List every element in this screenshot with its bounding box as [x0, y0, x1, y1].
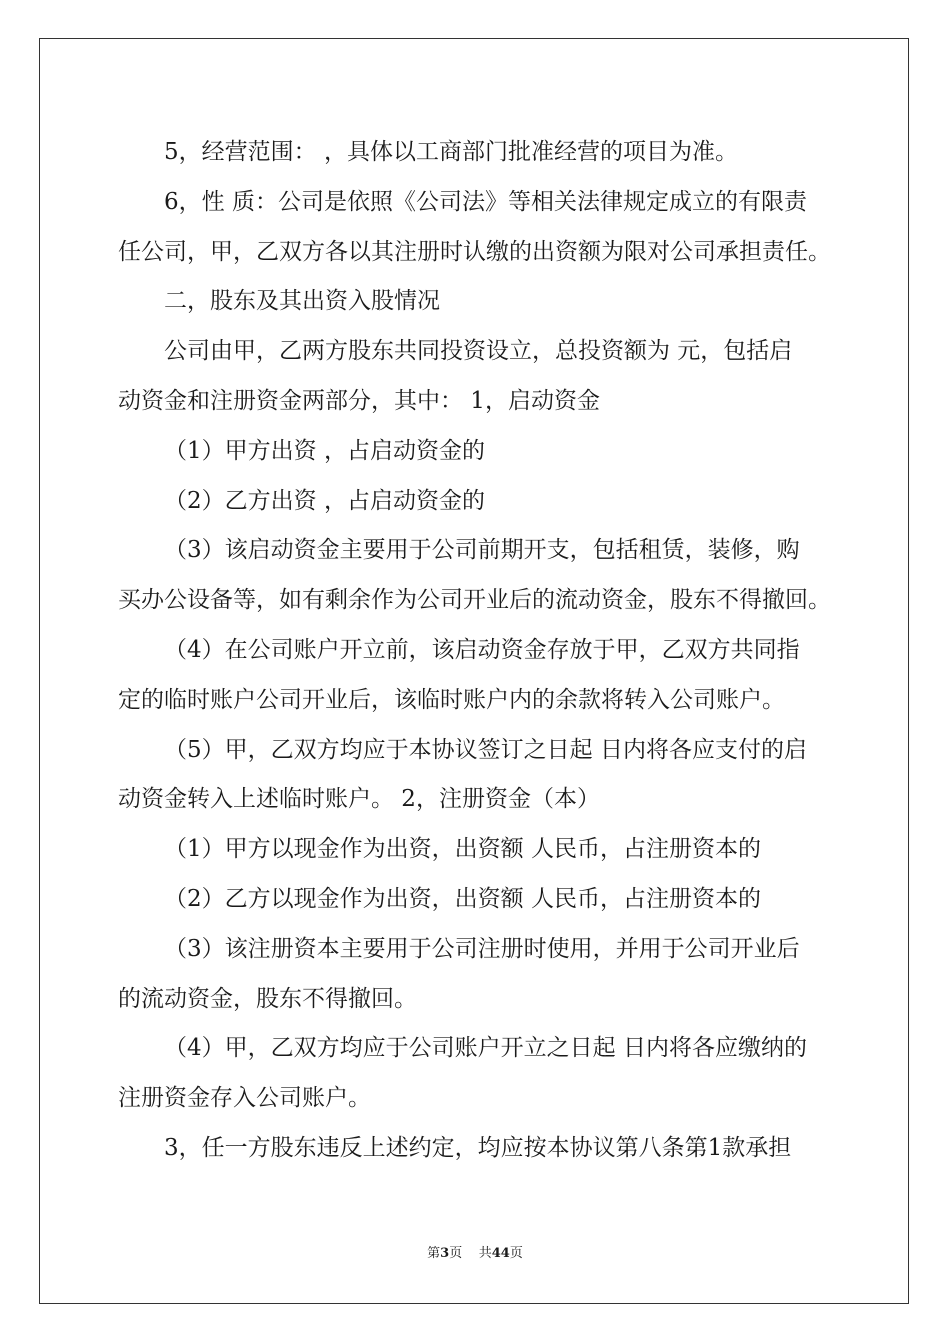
paragraph-line: （4）甲，乙双方均应于公司账户开立之日起 日内将各应缴纳的	[164, 1035, 807, 1062]
paragraph-line: 动资金和注册资金两部分，其中： 1，启动资金	[118, 387, 600, 414]
paragraph-line: 的流动资金，股东不得撤回。	[118, 985, 417, 1012]
paragraph-line: 3，任一方股东违反上述约定，均应按本协议第八条第1款承担	[164, 1134, 792, 1161]
paragraph-line: （2）乙方出资 ，占启动资金的	[164, 487, 485, 514]
page-footer	[0, 1242, 950, 1261]
paragraph-line: 动资金转入上述临时账户。 2，注册资金（本）	[118, 786, 600, 813]
paragraph-line: （3）该注册资本主要用于公司注册时使用，并用于公司开业后	[164, 935, 800, 962]
page-prefix: 第	[427, 1246, 441, 1261]
page-number: 3	[440, 1246, 450, 1261]
paragraph-line: 任公司，甲，乙双方各以其注册时认缴的出资额为限对公司承担责任。	[118, 238, 831, 265]
paragraph-line: （1）甲方以现金作为出资，出资额 人民币，占注册资本的	[164, 836, 761, 863]
paragraph-line: （4）在公司账户开立前，该启动资金存放于甲，乙双方共同指	[164, 636, 800, 663]
paragraph-line: 公司由甲，乙两方股东共同投资设立，总投资额为 元，包括启	[164, 338, 793, 365]
paragraph-line: 定的临时账户公司开业后，该临时账户内的余款将转入公司账户。	[118, 686, 785, 713]
paragraph-line: 5，经营范围： ，具体以工商部门批准经营的项目为准。	[164, 139, 738, 165]
paragraph-line: 6，性 质：公司是依照《公司法》等相关法律规定成立的有限责	[164, 188, 807, 215]
paragraph-line: （1）甲方出资 ，占启动资金的	[164, 437, 485, 464]
document-body	[118, 128, 838, 1174]
page-suffix: 页	[449, 1246, 463, 1261]
paragraph-line: 买办公设备等，如有剩余作为公司开业后的流动资金，股东不得撤回。	[118, 587, 831, 614]
paragraph-line: （2）乙方以现金作为出资，出资额 人民币，占注册资本的	[164, 885, 761, 912]
total-pages: 44	[491, 1246, 510, 1261]
total-prefix: 共	[478, 1246, 492, 1261]
section-heading: 二，股东及其出资入股情况	[164, 288, 440, 315]
paragraph-line: （5）甲，乙双方均应于本协议签订之日起 日内将各应支付的启	[164, 736, 807, 763]
paragraph-line: （3）该启动资金主要用于公司前期开支，包括租赁，装修，购	[164, 537, 800, 564]
paragraph-line: 注册资金存入公司账户。	[118, 1085, 371, 1112]
total-suffix: 页	[509, 1246, 523, 1261]
